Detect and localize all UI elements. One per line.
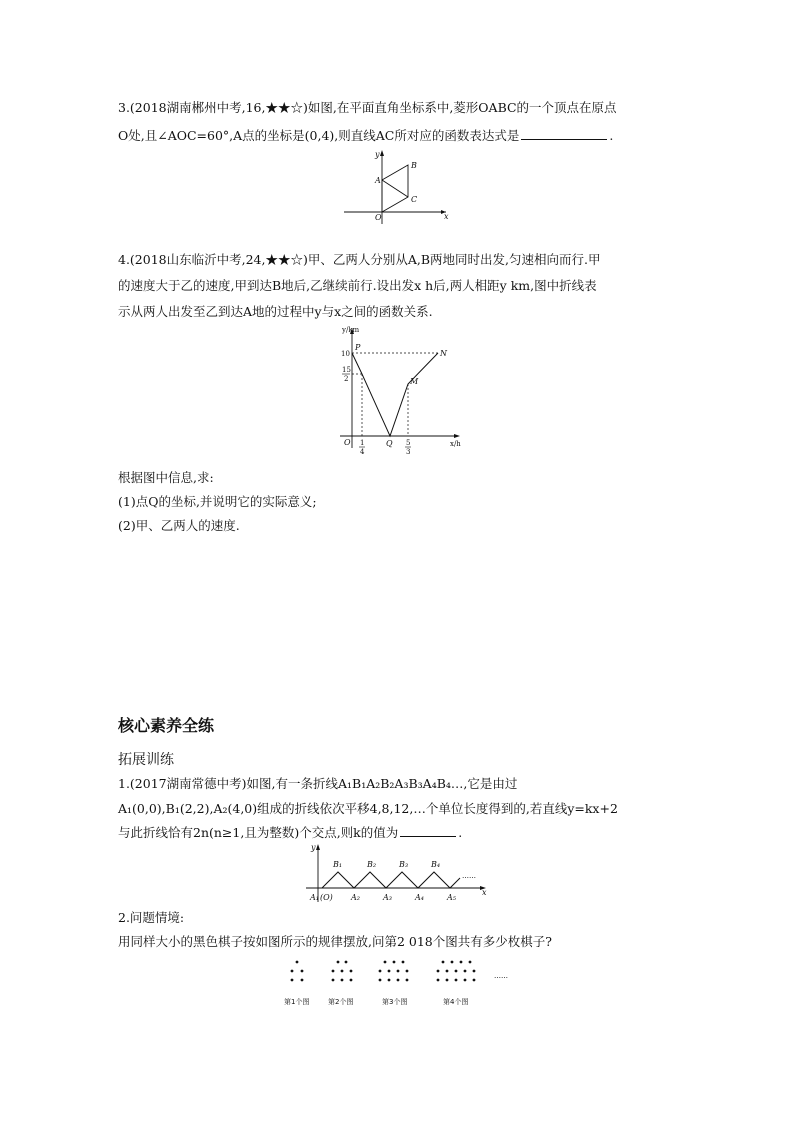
q3-answer-blank: [521, 127, 607, 140]
q4-fig-tick-x2-den: 3: [406, 448, 411, 456]
q4-fig-x-label: x/h: [450, 440, 461, 448]
q4-sub1: (1)点Q的坐标,并说明它的实际意义;: [118, 494, 317, 509]
section-subtitle: 拓展训练: [118, 752, 174, 768]
e1-fig-b2: B₂: [367, 860, 377, 869]
q4-fig-tick-15-num: 15: [342, 366, 351, 374]
e2-pattern-4: [437, 961, 476, 982]
q4-fig-point-q: Q: [386, 439, 393, 448]
q4-fig-tick-x1-den: 4: [360, 448, 365, 456]
e1-fig-a4: A₄: [415, 893, 424, 902]
e2-pattern-2: [332, 961, 353, 982]
e1-fig-a2: A₂: [351, 893, 360, 902]
q4-sub2: (2)甲、乙两人的速度.: [118, 518, 240, 533]
q4-fig-tick-10: 10: [341, 350, 350, 358]
q3-line1: 3.(2018湖南郴州中考,16,★★☆)如图,在平面直角坐标系中,菱形OABC的一个顶点在原点: [118, 100, 617, 115]
e1-fig-a3: A₃: [383, 893, 392, 902]
q3-fig-point-c: C: [411, 195, 418, 204]
e1-fig-a1: A₁: [310, 893, 319, 902]
e2-caption-1: 第1个图: [284, 998, 310, 1006]
e2-fig-ellipsis: ……: [494, 972, 508, 980]
q3-fig-point-b: B: [411, 161, 417, 170]
e1-fig-b1: B₁: [333, 860, 343, 869]
e2-figure: [270, 954, 530, 1014]
e1-fig-ellipsis: ……: [462, 872, 476, 880]
q3-line2-end: .: [609, 128, 614, 143]
e1-fig-y-label: y: [311, 843, 316, 852]
e1-fig-x-label: x: [482, 888, 487, 897]
q4-figure: [330, 322, 470, 464]
q3-line2: [118, 124, 678, 147]
q3-fig-x-label: x: [444, 212, 449, 221]
q4-fig-point-n: N: [440, 349, 447, 358]
e1-figure: [300, 842, 500, 912]
q3-fig-y-label: y: [375, 150, 380, 159]
q4-prompt: 根据图中信息,求:: [118, 470, 214, 485]
e2-line2: 用同样大小的黑色棋子按如图所示的规律摆放,问第2 018个图共有多少枚棋子?: [118, 934, 552, 949]
q4-fig-point-p: P: [355, 343, 361, 352]
e2-line1: 2.问题情境:: [118, 910, 185, 925]
q3-fig-origin: O: [375, 213, 382, 222]
e2-pattern-1: [291, 961, 304, 982]
e1-fig-b3: B₃: [399, 860, 409, 869]
e1-answer-blank: [400, 824, 456, 837]
e1-line1: 1.(2017湖南常德中考)如图,有一条折线A₁B₁A₂B₂A₃B₃A₄B₄…,它是由过: [118, 776, 518, 791]
e1-fig-origin: (O): [320, 893, 333, 902]
q4-fig-origin: O: [344, 438, 351, 447]
q4-fig-point-m: M: [410, 377, 419, 386]
q4-fig-y-label: y/km: [342, 326, 360, 334]
q4-line1: 4.(2018山东临沂中考,24,★★☆)甲、乙两人分别从A,B两地同时出发,匀速相向而行.甲: [118, 252, 601, 267]
e1-fig-b4: B₄: [431, 860, 441, 869]
q3-line2-text: O处,且∠AOC=60°,A点的坐标是(0,4),则直线AC所对应的函数表达式是: [118, 128, 520, 143]
e1-line2: A₁(0,0),B₁(2,2),A₂(4,0)组成的折线依次平移4,8,12,…个单位长度得到的,若直线y=kx+2: [118, 801, 618, 816]
e1-line3-end: .: [458, 825, 463, 840]
e2-caption-4: 第4个图: [443, 998, 469, 1006]
q4-fig-tick-x1-num: 1: [360, 439, 365, 447]
q4-fig-tick-x2-num: 5: [406, 439, 411, 447]
q4-line2: 的速度大于乙的速度,甲到达B地后,乙继续前行.设出发x h后,两人相距y km,图中折线表: [118, 278, 597, 293]
q3-fig-point-a: A: [375, 176, 381, 185]
e1-fig-a5: A₅: [447, 893, 456, 902]
section-title: 核心素养全练: [118, 716, 215, 735]
e2-caption-3: 第3个图: [382, 998, 408, 1006]
e2-caption-2: 第2个图: [328, 998, 354, 1006]
q4-line3: 示从两人出发至乙到达A地的过程中y与x之间的函数关系.: [118, 304, 433, 319]
e1-line3-text: 与此折线恰有2n(n≥1,且为整数)个交点,则k的值为: [118, 825, 399, 840]
e1-line3: [118, 821, 678, 844]
q4-fig-tick-15-den: 2: [344, 375, 349, 383]
q3-figure: [340, 148, 460, 232]
e2-pattern-3: [379, 961, 409, 982]
